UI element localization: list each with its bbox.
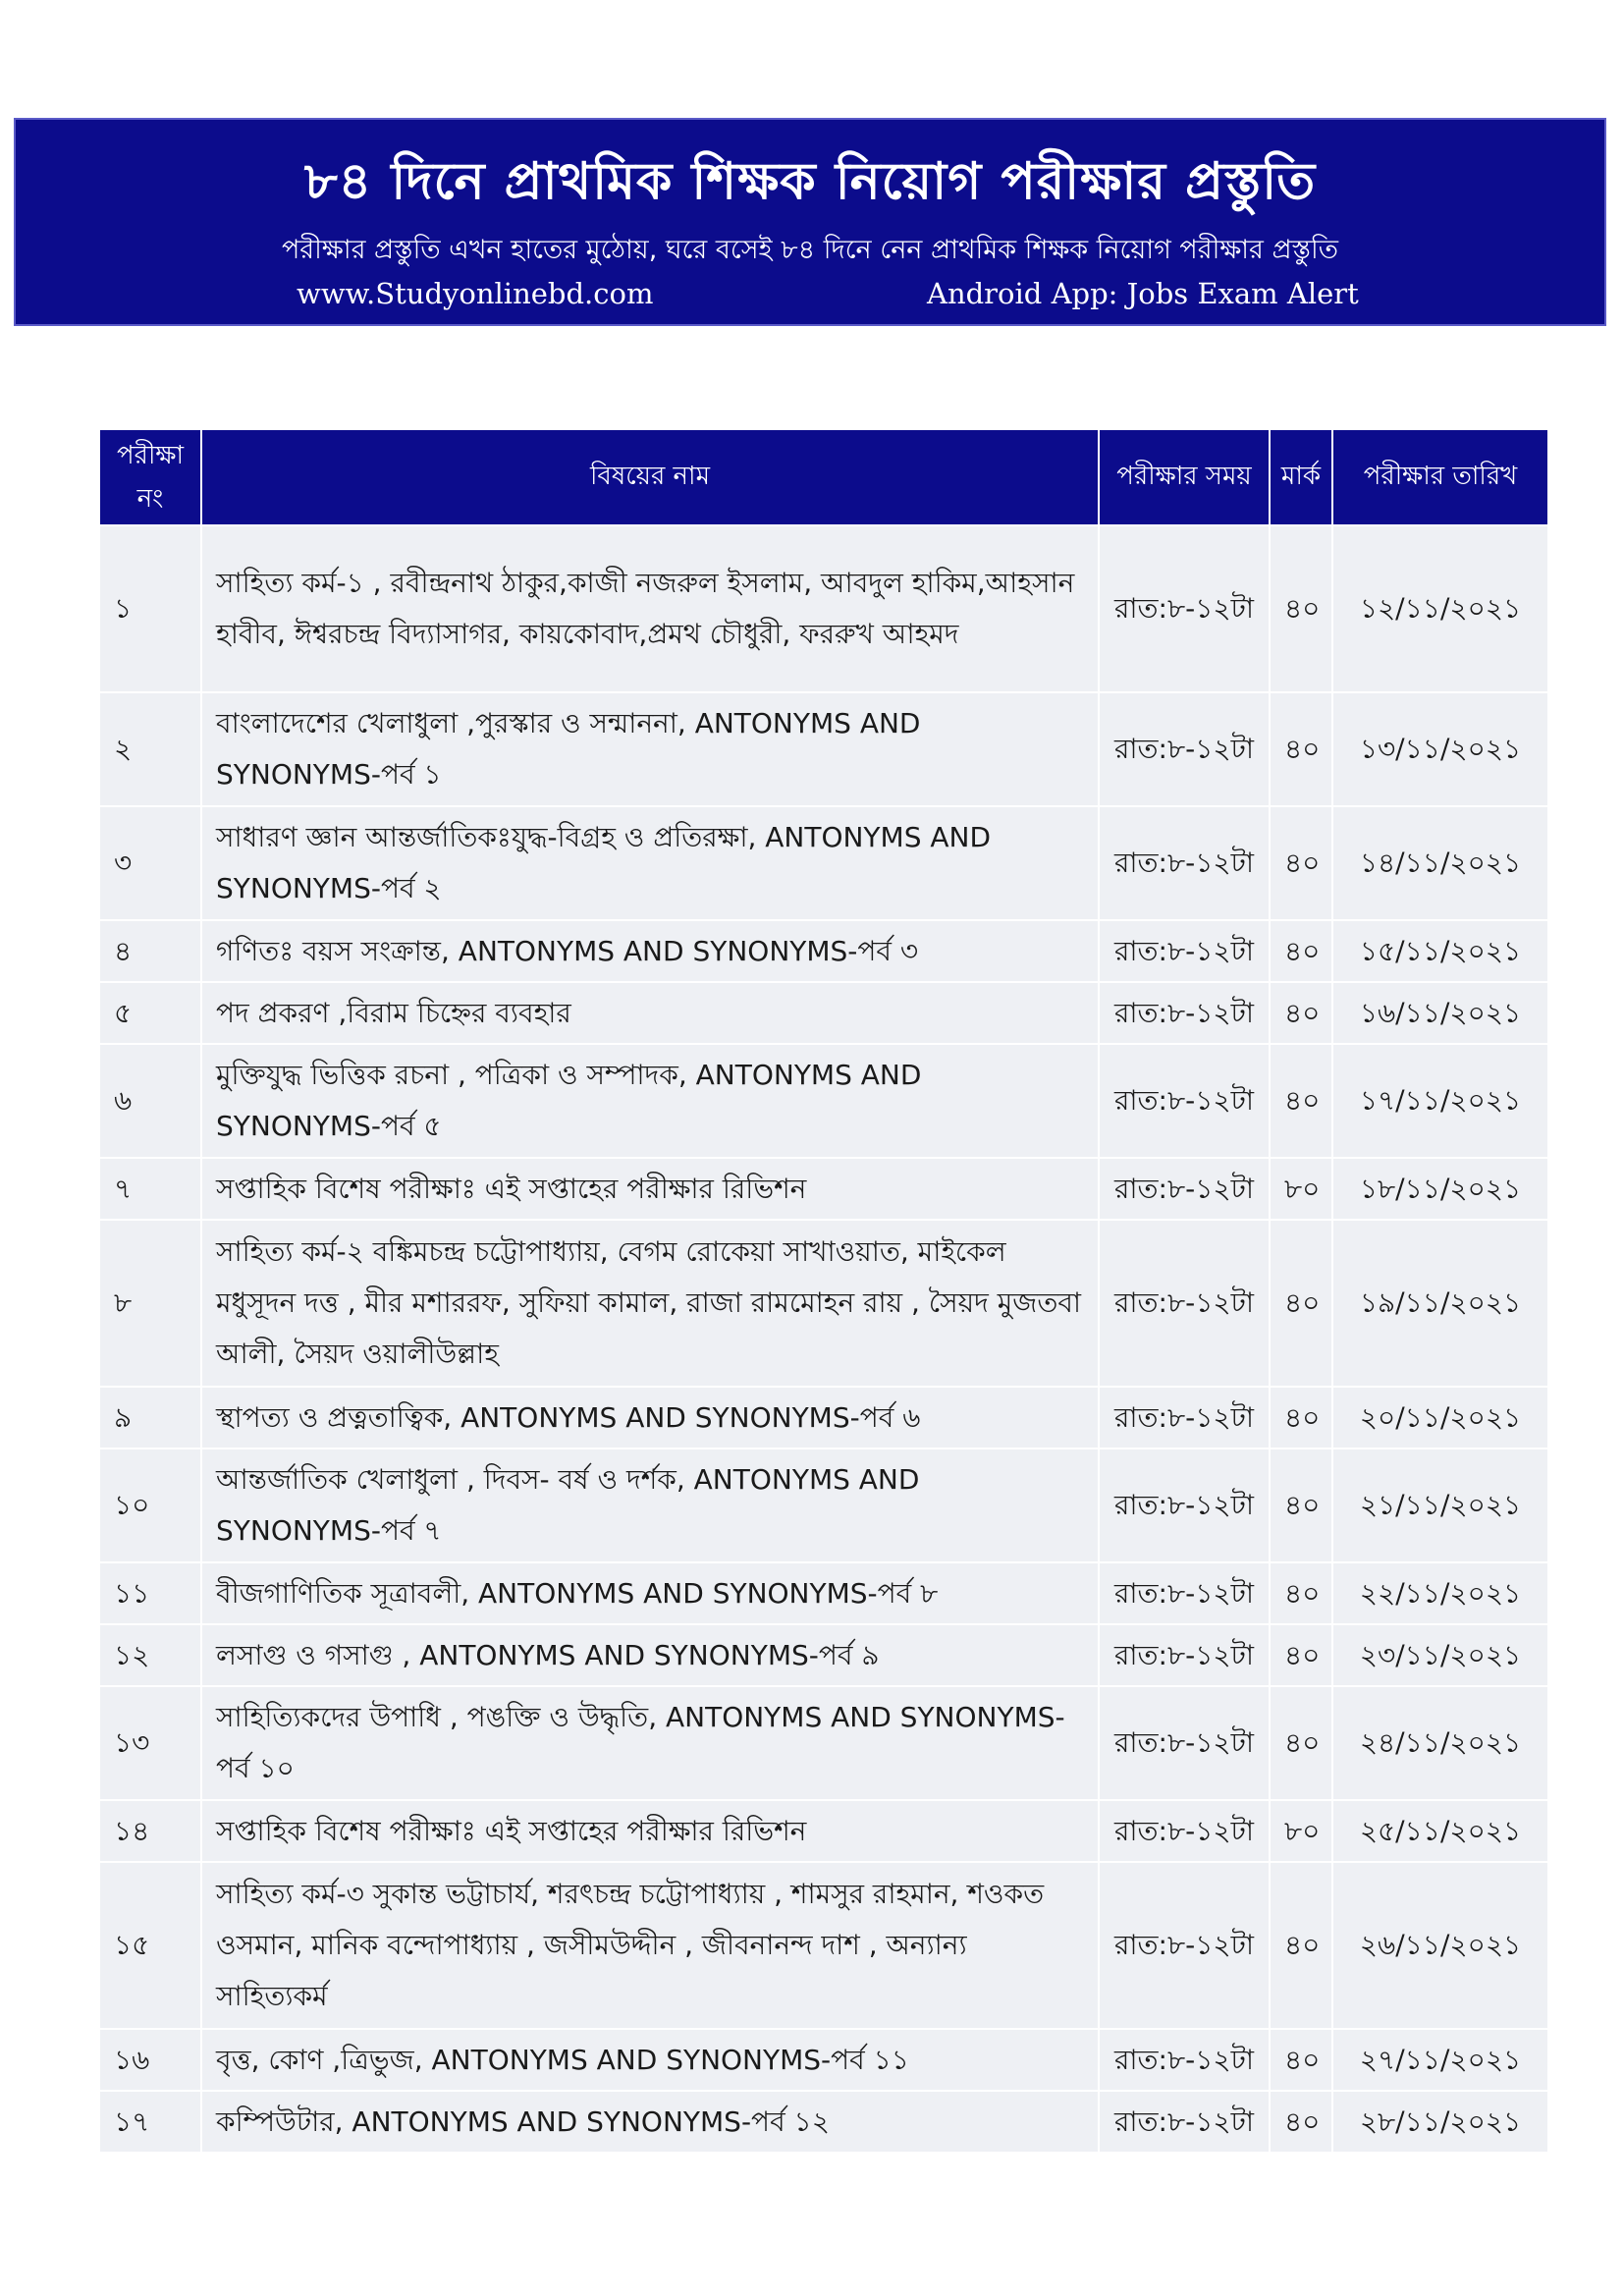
- cell-no: ৪: [99, 920, 201, 982]
- cell-no: ১৪: [99, 1800, 201, 1862]
- cell-date: ১৯/১১/২০২১: [1332, 1220, 1548, 1387]
- table-row: [99, 806, 1548, 920]
- cell-date: ১৬/১১/২০২১: [1332, 982, 1548, 1044]
- table-row: [99, 1158, 1548, 1220]
- cell-subject: স্থাপত্য ও প্রত্নতাত্বিক, ANTONYMS AND SYNONYMS-পর্ব ৬: [201, 1387, 1099, 1449]
- cell-subject: লসাগু ও গসাগু , ANTONYMS AND SYNONYMS-পর্ব ৯: [201, 1624, 1099, 1686]
- cell-marks: ৪০: [1270, 2091, 1332, 2153]
- column-header-no: পরীক্ষা নং: [99, 429, 201, 525]
- cell-subject: বীজগাণিতিক সূত্রাবলী, ANTONYMS AND SYNONYMS-পর্ব ৮: [201, 1562, 1099, 1624]
- cell-time: রাত:৮-১২টা: [1099, 1686, 1270, 1800]
- table-row: [99, 1387, 1548, 1449]
- cell-time: রাত:৮-১২টা: [1099, 1562, 1270, 1624]
- table-row: [99, 1044, 1548, 1158]
- cell-time: রাত:৮-১২টা: [1099, 1220, 1270, 1387]
- table-row: [99, 2029, 1548, 2091]
- cell-subject: সাহিত্য কর্ম-১ , রবীন্দ্রনাথ ঠাকুর,কাজী নজরুল ইসলাম, আবদুল হাকিম,আহসান হাবীব, ঈশ্বরচন্দ্র বিদ্যাসাগর, কায়কোবাদ,প্রমথ চৌধুরী, ফররুখ আহমদ: [201, 525, 1099, 692]
- cell-date: ২৬/১১/২০২১: [1332, 1862, 1548, 2029]
- cell-marks: ৪০: [1270, 1862, 1332, 2029]
- cell-no: ৫: [99, 982, 201, 1044]
- column-header-marks: মার্ক: [1270, 429, 1332, 525]
- cell-no: ১১: [99, 1562, 201, 1624]
- cell-marks: ৮০: [1270, 1158, 1332, 1220]
- cell-marks: ৪০: [1270, 1562, 1332, 1624]
- cell-time: রাত:৮-১২টা: [1099, 982, 1270, 1044]
- cell-subject: সপ্তাহিক বিশেষ পরীক্ষাঃ এই সপ্তাহের পরীক্ষার রিভিশন: [201, 1800, 1099, 1862]
- cell-marks: ৪০: [1270, 525, 1332, 692]
- cell-subject: গণিতঃ বয়স সংক্রান্ত, ANTONYMS AND SYNONYMS-পর্ব ৩: [201, 920, 1099, 982]
- cell-time: রাত:৮-১২টা: [1099, 1862, 1270, 2029]
- table-row: [99, 1624, 1548, 1686]
- cell-marks: ৮০: [1270, 1800, 1332, 1862]
- table-row: [99, 982, 1548, 1044]
- column-header-time: পরীক্ষার সময়: [1099, 429, 1270, 525]
- cell-date: ১৫/১১/২০২১: [1332, 920, 1548, 982]
- cell-time: রাত:৮-১২টা: [1099, 1800, 1270, 1862]
- cell-marks: ৪০: [1270, 1387, 1332, 1449]
- cell-no: ১৭: [99, 2091, 201, 2153]
- cell-no: ১০: [99, 1449, 201, 1562]
- table-row: [99, 1562, 1548, 1624]
- cell-date: ২৭/১১/২০২১: [1332, 2029, 1548, 2091]
- cell-no: ৮: [99, 1220, 201, 1387]
- table-row: [99, 1862, 1548, 2029]
- cell-time: রাত:৮-১২টা: [1099, 1158, 1270, 1220]
- cell-marks: ৪০: [1270, 920, 1332, 982]
- cell-subject: সাহিত্য কর্ম-৩ সুকান্ত ভট্টাচার্য, শরৎচন্দ্র চট্টোপাধ্যায় , শামসুর রাহমান, শওকত ওসমান, মানিক বন্দোপাধ্যায় , জসীমউদ্দীন , জীবনানন্দ দাশ , অন্যান্য সাহিত্যকর্ম: [201, 1862, 1099, 2029]
- cell-date: ১৭/১১/২০২১: [1332, 1044, 1548, 1158]
- header-banner: [14, 118, 1606, 326]
- cell-marks: ৪০: [1270, 806, 1332, 920]
- cell-date: ১২/১১/২০২১: [1332, 525, 1548, 692]
- table-row: [99, 2091, 1548, 2153]
- exam-schedule-table: [98, 428, 1549, 2154]
- cell-marks: ৪০: [1270, 692, 1332, 806]
- cell-marks: ৪০: [1270, 1044, 1332, 1158]
- cell-time: রাত:৮-১২টা: [1099, 806, 1270, 920]
- cell-marks: ৪০: [1270, 1449, 1332, 1562]
- column-header-subject: বিষয়ের নাম: [201, 429, 1099, 525]
- website-link[interactable]: www.Studyonlinebd.com: [297, 277, 654, 310]
- cell-date: ২৪/১১/২০২১: [1332, 1686, 1548, 1800]
- cell-date: ১৩/১১/২০২১: [1332, 692, 1548, 806]
- cell-subject: সপ্তাহিক বিশেষ পরীক্ষাঃ এই সপ্তাহের পরীক্ষার রিভিশন: [201, 1158, 1099, 1220]
- cell-no: ৯: [99, 1387, 201, 1449]
- cell-time: রাত:৮-১২টা: [1099, 1044, 1270, 1158]
- cell-date: ২২/১১/২০২১: [1332, 1562, 1548, 1624]
- cell-subject: কম্পিউটার, ANTONYMS AND SYNONYMS-পর্ব ১২: [201, 2091, 1099, 2153]
- page-title: ৮৪ দিনে প্রাথমিক শিক্ষক নিয়োগ পরীক্ষার প্রস্তুতি: [303, 151, 1317, 211]
- cell-subject: মুক্তিযুদ্ধ ভিত্তিক রচনা , পত্রিকা ও সম্পাদক, ANTONYMS AND SYNONYMS-পর্ব ৫: [201, 1044, 1099, 1158]
- table-row: [99, 525, 1548, 692]
- table-row: [99, 920, 1548, 982]
- cell-no: ১৬: [99, 2029, 201, 2091]
- cell-date: ২০/১১/২০২১: [1332, 1387, 1548, 1449]
- cell-subject: সাহিত্যিকদের উপাধি , পঙক্তি ও উদ্ধৃতি, ANTONYMS AND SYNONYMS-পর্ব ১০: [201, 1686, 1099, 1800]
- cell-date: ২৩/১১/২০২১: [1332, 1624, 1548, 1686]
- table-header-row: [99, 429, 1548, 525]
- table-row: [99, 1220, 1548, 1387]
- cell-no: ১২: [99, 1624, 201, 1686]
- cell-subject: আন্তর্জাতিক খেলাধুলা , দিবস- বর্ষ ও দর্শক, ANTONYMS AND SYNONYMS-পর্ব ৭: [201, 1449, 1099, 1562]
- cell-subject: সাধারণ জ্ঞান আন্তর্জাতিকঃযুদ্ধ-বিগ্রহ ও প্রতিরক্ষা, ANTONYMS AND SYNONYMS-পর্ব ২: [201, 806, 1099, 920]
- cell-date: ২৮/১১/২০২১: [1332, 2091, 1548, 2153]
- cell-no: ৩: [99, 806, 201, 920]
- cell-no: ৬: [99, 1044, 201, 1158]
- cell-subject: বাংলাদেশের খেলাধুলা ,পুরস্কার ও সন্মাননা, ANTONYMS AND SYNONYMS-পর্ব ১: [201, 692, 1099, 806]
- cell-no: ১৩: [99, 1686, 201, 1800]
- cell-date: ১৮/১১/২০২১: [1332, 1158, 1548, 1220]
- cell-subject: বৃত্ত, কোণ ,ত্রিভুজ, ANTONYMS AND SYNONYMS-পর্ব ১১: [201, 2029, 1099, 2091]
- cell-time: রাত:৮-১২টা: [1099, 692, 1270, 806]
- cell-no: ১৫: [99, 1862, 201, 2029]
- cell-marks: ৪০: [1270, 1686, 1332, 1800]
- cell-time: রাত:৮-১২টা: [1099, 1449, 1270, 1562]
- cell-date: ১৪/১১/২০২১: [1332, 806, 1548, 920]
- page-subtitle: পরীক্ষার প্রস্তুতি এখন হাতের মুঠোয়, ঘরে বসেই ৮৪ দিনে নেন প্রাথমিক শিক্ষক নিয়োগ পরীক্ষার প্রস্তুতি: [281, 235, 1339, 265]
- table-row: [99, 1800, 1548, 1862]
- cell-time: রাত:৮-১২টা: [1099, 1387, 1270, 1449]
- cell-marks: ৪০: [1270, 982, 1332, 1044]
- cell-time: রাত:৮-১২টা: [1099, 2029, 1270, 2091]
- cell-date: ২৫/১১/২০২১: [1332, 1800, 1548, 1862]
- cell-time: রাত:৮-১২টা: [1099, 920, 1270, 982]
- cell-time: রাত:৮-১২টা: [1099, 525, 1270, 692]
- cell-marks: ৪০: [1270, 1624, 1332, 1686]
- column-header-date: পরীক্ষার তারিখ: [1332, 429, 1548, 525]
- cell-time: রাত:৮-১২টা: [1099, 1624, 1270, 1686]
- cell-marks: ৪০: [1270, 1220, 1332, 1387]
- cell-date: ২১/১১/২০২১: [1332, 1449, 1548, 1562]
- cell-time: রাত:৮-১২টা: [1099, 2091, 1270, 2153]
- cell-marks: ৪০: [1270, 2029, 1332, 2091]
- cell-subject: সাহিত্য কর্ম-২ বঙ্কিমচন্দ্র চট্টোপাধ্যায়, বেগম রোকেয়া সাখাওয়াত, মাইকেল মধুসূদন দত্ত , মীর মশাররফ, সুফিয়া কামাল, রাজা রামমোহন রায় , সৈয়দ মুজতবা আলী, সৈয়দ ওয়ালীউল্লাহ: [201, 1220, 1099, 1387]
- table-row: [99, 1686, 1548, 1800]
- table-row: [99, 1449, 1548, 1562]
- table-row: [99, 692, 1548, 806]
- android-app-label: Android App: Jobs Exam Alert: [927, 277, 1359, 310]
- cell-subject: পদ প্রকরণ ,বিরাম চিহ্নের ব্যবহার: [201, 982, 1099, 1044]
- cell-no: ২: [99, 692, 201, 806]
- cell-no: ৭: [99, 1158, 201, 1220]
- cell-no: ১: [99, 525, 201, 692]
